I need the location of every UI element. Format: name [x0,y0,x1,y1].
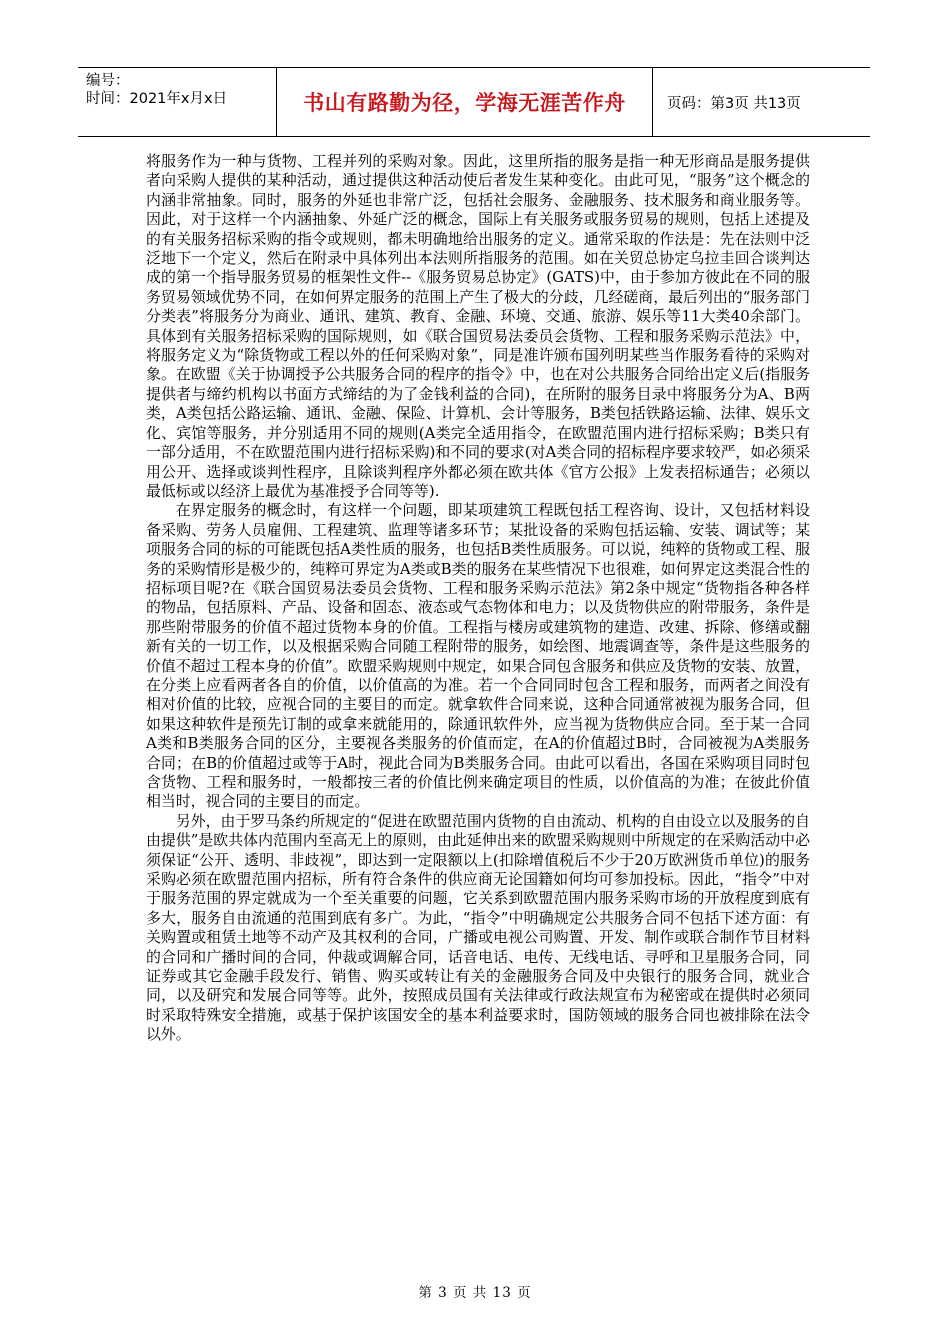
header-motto: 书山有路勤为径，学海无涯苦作舟 [277,68,653,136]
page-header [78,67,870,137]
body-paragraph: 将服务作为一种与货物、工程并列的采购对象。因此，这里所指的服务是指一种无形商品是服务提供者向采购人提供的某种活动，通过提供这种活动使后者发生某种变化。由此可见，“服务”这个概念的内涵非常抽象。同时，服务的外延也非常广泛，包括社会服务、金融服务、技术服务和商业服务等。因此，对于这样一个内涵抽象、外延广泛的概念，国际上有关服务或服务贸易的规则，包括上述提及的有关服务招标采购的指令或规则，都未明确地给出服务的定义。通常采取的作法是：先在法则中泛泛地下一个定义，然后在附录中具体列出本法则所指服务的范围。如在关贸总协定乌拉圭回合谈判达成的第一个指导服务贸易的框架性文件--《服务贸易总协定》(GATS)中，由于参加方彼此在不同的服务贸易领域优势不同，在如何界定服务的范围上产生了极大的分歧，几经磋商，最后列出的“服务部门分类表”将服务分为商业、通讯、建筑、教育、金融、环境、交通、旅游、娱乐等11大类40余部门。具体到有关服务招标采购的国际规则，如《联合国贸易法委员会货物、工程和服务采购示范法》中，将服务定义为“除货物或工程以外的任何采购对象”，同是准许颁布国列明某些当作服务看待的采购对象。在欧盟《关于协调授予公共服务合同的程序的指令》中，也在对公共服务合同给出定义后(指服务提供者与缔约机构以书面方式缔结的为了金钱利益的合同)，在所附的服务目录中将服务分为A、B两类，A类包括公路运输、通讯、金融、保险、计算机、会计等服务，B类包括铁路运输、法律、娱乐文化、宾馆等服务，并分别适用不同的规则(A类完全适用指令，在欧盟范围内进行招标采购；B类只有一部分适用，不在欧盟范围内进行招标采购)和不同的要求(对A类合同的招标程序要求较严，如必须采用公开、选择或谈判性程序，且除谈判程序外都必须在欧共体《官方公报》上发表招标通告；必须以最低标或以经济上最优为基准授予合同等等). [146,152,810,500]
header-page-number: 页码：第3页 共13页 [667,95,801,112]
body-paragraph: 在界定服务的概念时，有这样一个问题，即某项建筑工程既包括工程咨询、设计，又包括材料设备采购、劳务人员雇佣、工程建筑、监理等诸多环节；某批设备的采购包括运输、安装、调试等；某项服务合同的标的可能既包括A类性质的服务，也包括B类性质服务。可以说，纯粹的货物或工程、服务的采购情形是极少的，纯粹可界定为A类或B类的服务在某些情况下也很难，如何界定这类混合性的招标项目呢?在《联合国贸易法委员会货物、工程和服务采购示范法》第2条中规定“货物指各种各样的物品，包括原料、产品、设备和固态、液态或气态物体和电力；以及货物供应的附带服务，条件是那些附带服务的价值不超过货物本身的价值。工程指与楼房或建筑物的建造、改建、拆除、修缮或翻新有关的一切工作，以及根据采购合同随工程附带的服务，如绘图、地震调查等，条件是这些服务的价值不超过工程本身的价值”。欧盟采购规则中规定，如果合同包含服务和供应及货物的安装、放置，在分类上应看两者各自的价值，以价值高的为准。若一个合同同时包含工程和服务，而两者之间没有相对价值的比较，应视合同的主要目的而定。就拿软件合同来说，这种合同通常被视为服务合同，但如果这种软件是预先订制的或拿来就能用的，除通讯软件外，应当视为货物供应合同。至于某一合同A类和B类服务合同的区分，主要视各类服务的价值而定，在A的价值超过B时，合同被视为A类服务合同；在B的价值超过或等于A时，视此合同为B类服务合同。由此可以看出，各国在采购项目同时包含货物、工程和服务时，一般都按三者的价值比例来确定项目的性质，以价值高的为准；在彼此价值相当时，视合同的主要目的而定。 [146,501,810,811]
page-footer: 第 3 页 共 13 页 [418,1285,532,1301]
body-paragraph: 另外，由于罗马条约所规定的“促进在欧盟范围内货物的自由流动、机构的自由设立以及服务的自由提供”是欧共体内范围内至高无上的原则，由此延伸出来的欧盟采购规则中所规定的在采购活动中必须保证“公开、透明、非歧视”，即达到一定限额以上(扣除增值税后不少于20万欧洲货币单位)的服务采购必须在欧盟范围内招标，所有符合条件的供应商无论国籍如何均可参加投标。因此，“指令”中对于服务范围的界定就成为一个至关重要的问题，它关系到欧盟范围内服务采购市场的开放程度到底有多大，服务自由流通的范围到底有多广。为此，“指令”中明确规定公共服务合同不包括下述方面：有关购置或租赁土地等不动产及其权利的合同，广播或电视公司购置、开发、制作或联合制作节目材料的合同和广播时间的合同，仲裁或调解合同，话音电话、电传、无线电话、寻呼和卫星服务合同，同证券或其它金融手段发行、销售、购买或转让有关的金融服务合同及中央银行的服务合同，就业合同，以及研究和发展合同等等。此外，按照成员国有关法律或行政法规宣布为秘密或在提供时必须同时采取特殊安全措施，或基于保护该国安全的基本利益要求时，国防领域的服务合同也被排除在法令以外。 [146,811,810,1044]
header-meta [78,68,277,136]
document-date: 时间：2021年x月x日 [86,91,228,107]
document-number-label: 编号： [86,73,130,89]
document-body [146,152,810,1045]
